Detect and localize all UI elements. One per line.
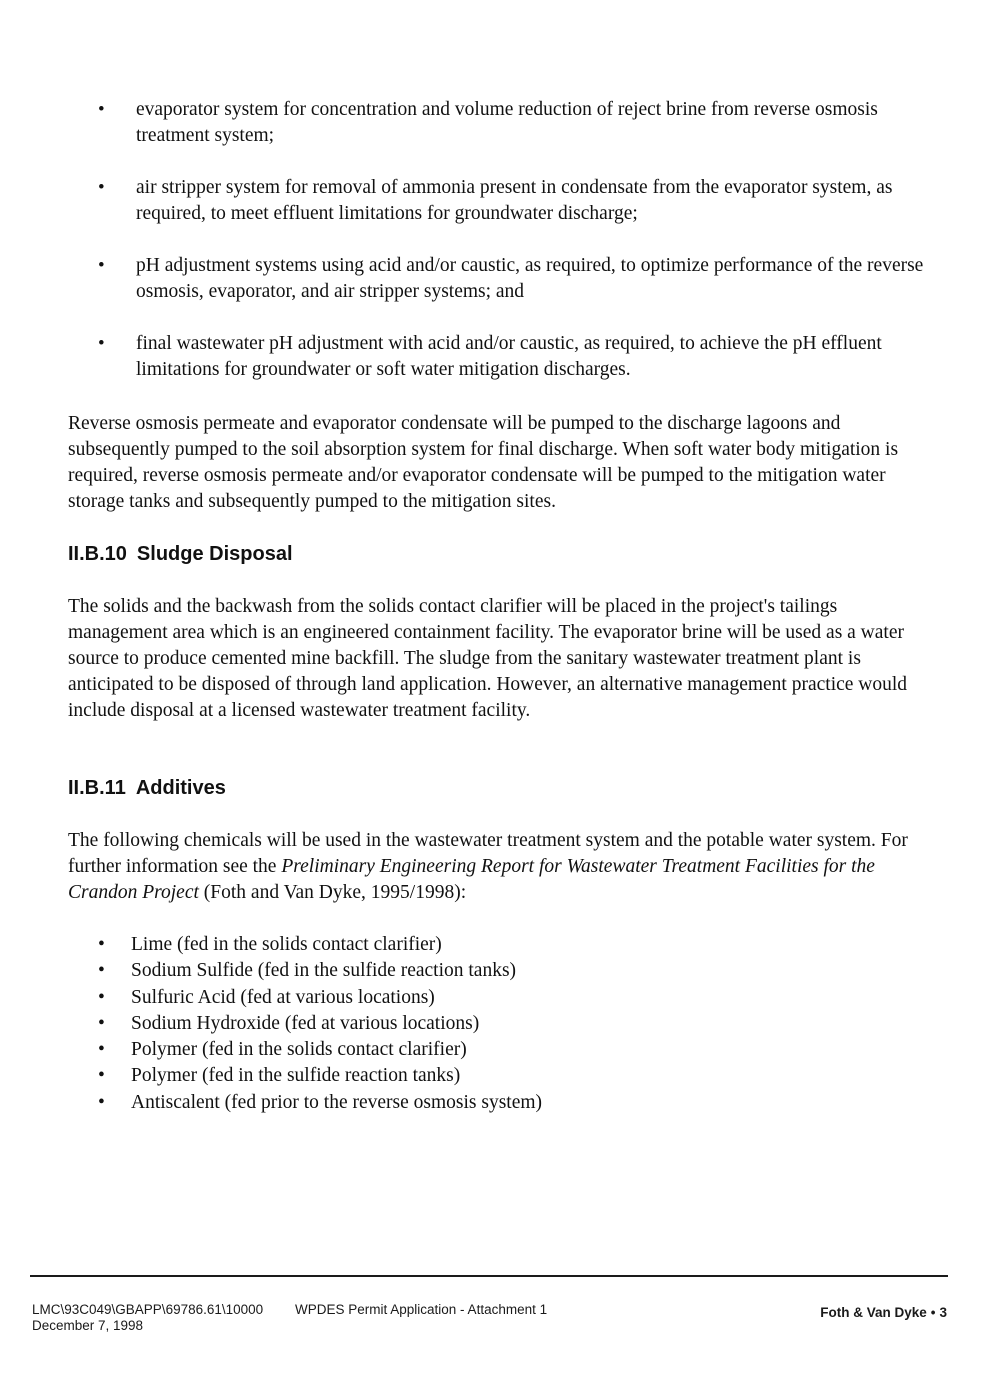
bullet-dot: • (98, 1065, 105, 1087)
bullet-dot: • (98, 934, 105, 955)
chemical-text: Lime (fed in the solids contact clarifier) (131, 934, 442, 955)
chemical-text: Polymer (fed in the solids contact clarifier) (131, 1039, 467, 1061)
section-title: Sludge Disposal (136, 543, 293, 565)
chemical-item (96, 1011, 796, 1037)
chemical-item (96, 985, 796, 1011)
footer-page-label (820, 1305, 947, 1320)
bullet-dot: • (98, 177, 105, 198)
report-title: Preliminary Engineering Report for Wastewater Treatment Facilities for the Crandon Project (68, 856, 875, 903)
additives-intro: The following chemicals will be used in the wastewater treatment system and the potable water system. For further information see the (68, 830, 908, 877)
treatment-bullet-list (96, 97, 936, 409)
section-number: II.B.10 (68, 543, 127, 565)
bullet-text: evaporator system for concentration and volume reduction of reject brine from reverse osmosis treatment system; (136, 99, 878, 146)
section-number: II.B.11 (68, 777, 126, 799)
section-heading-additives (68, 775, 226, 801)
footer-file-path: LMC\93C049\GBAPP\69786.61\10000 (32, 1302, 264, 1317)
bullet-item (96, 97, 936, 149)
footer-separator: • (930, 1305, 936, 1320)
chemical-list (96, 932, 796, 1116)
footer-date: December 7, 1998 (32, 1318, 144, 1333)
section-heading-sludge (68, 541, 293, 567)
footer-document-title: WPDES Permit Application - Attachment 1 (295, 1302, 548, 1317)
chemical-text: Sulfuric Acid (fed at various locations) (131, 986, 435, 1008)
footer-company: Foth & Van Dyke (820, 1305, 927, 1320)
section-title: Additives (135, 777, 226, 799)
discharge-paragraph: Reverse osmosis permeate and evaporator condensate will be pumped to the discharge lagoons and subsequently pumped to the soil absorption system for final discharge. When soft water body mitigation is required, reverse osmosis permeate and/or evaporator condensate will be pumped to the mitigation water storage tanks and subsequently pumped to the mitigation sites. (68, 413, 899, 512)
bullet-dot: • (98, 960, 105, 982)
additives-citation: (Foth and Van Dyke, 1995/1998): (198, 882, 467, 903)
bullet-dot: • (98, 1012, 105, 1034)
bullet-text: air stripper system for removal of ammonia present in condensate from the evaporator system, as required, to meet effluent limitations for groundwater discharge; (136, 177, 893, 224)
bullet-dot: • (98, 1091, 105, 1113)
chemical-item (96, 1037, 796, 1063)
footer-divider (30, 1275, 948, 1277)
bullet-dot: • (98, 99, 105, 120)
bullet-dot: • (98, 255, 105, 276)
bullet-dot: • (98, 1039, 105, 1061)
chemical-item (96, 1063, 796, 1089)
chemical-text: Sodium Sulfide (fed in the sulfide reaction tanks) (131, 960, 517, 982)
bullet-item (96, 175, 936, 227)
chemical-text: Polymer (fed in the sulfide reaction tanks) (131, 1065, 461, 1087)
bullet-text: final wastewater pH adjustment with acid and/or caustic, as required, to achieve the pH effluent limitations for groundwater or soft water mitigation discharges. (136, 333, 882, 380)
sludge-paragraph: The solids and the backwash from the solids contact clarifier will be placed in the project's tailings management area which is an engineered containment facility. The evaporator brine will be used as a water source to produce cemented mine backfill. The sludge from the sanitary wastewater treatment plant is anticipated to be disposed of through land application. However, an alternative management practice would include disposal at a licensed wastewater treatment facility. (68, 596, 908, 721)
chemical-text: Antiscalent (fed prior to the reverse osmosis system) (131, 1091, 543, 1113)
chemical-text: Sodium Hydroxide (fed at various locations) (131, 1012, 480, 1034)
chemical-item (96, 932, 796, 958)
bullet-text: pH adjustment systems using acid and/or caustic, as required, to optimize performance of the reverse osmosis, evaporator, and air stripper systems; and (136, 255, 924, 302)
chemical-item (96, 1090, 796, 1116)
bullet-item (96, 253, 936, 305)
bullet-item (96, 331, 936, 383)
bullet-dot: • (98, 986, 105, 1008)
chemical-item (96, 958, 796, 984)
page-number: 3 (939, 1305, 947, 1320)
bullet-dot: • (98, 333, 105, 354)
additives-paragraph (68, 828, 928, 906)
